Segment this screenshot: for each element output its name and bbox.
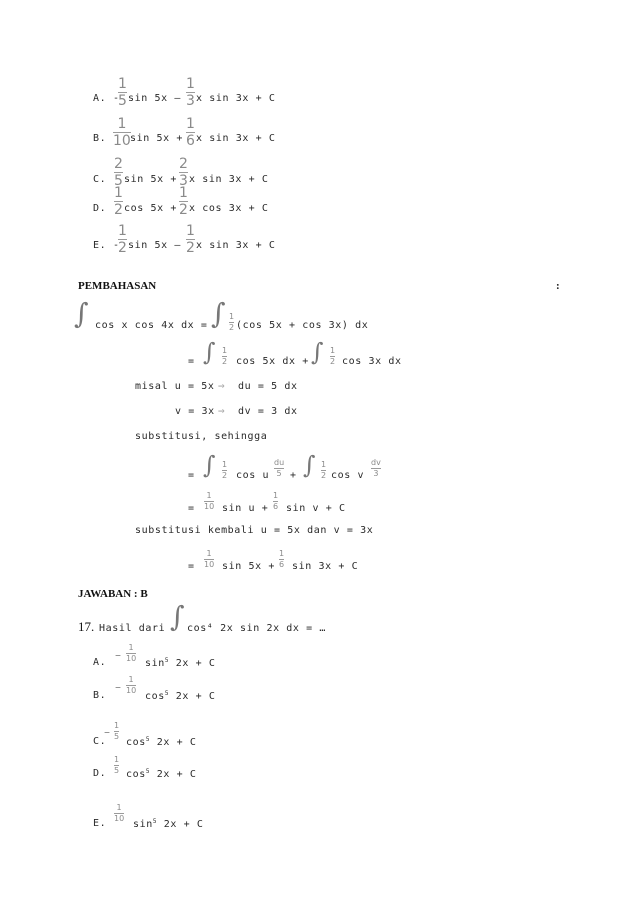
answer-label: JAWABAN : B bbox=[78, 588, 148, 600]
fraction: 1 2 bbox=[186, 223, 195, 256]
option-term: x sin 3x + C bbox=[196, 240, 276, 251]
option-term: $\cos^5 2x + C$ bbox=[145, 690, 216, 702]
option-term: $\cos^5 2x + C$ bbox=[126, 768, 197, 780]
fraction: 1 10 bbox=[114, 803, 125, 823]
fraction: 1 6 bbox=[273, 491, 279, 511]
option-letter: C. bbox=[93, 174, 107, 185]
option-term: sin 5x – bbox=[128, 240, 181, 251]
misal-u: misal u = 5x bbox=[135, 381, 215, 392]
equals-sign: = bbox=[188, 356, 195, 367]
fraction: 1 2 bbox=[179, 185, 188, 218]
question-number: 17. bbox=[78, 619, 95, 634]
fraction: du 5 bbox=[274, 458, 285, 478]
option-letter: A. bbox=[93, 657, 107, 668]
option-term: $\sin^5 2x + C$ bbox=[133, 818, 204, 830]
integral-icon: ∫ bbox=[203, 451, 216, 479]
option-prefix: - bbox=[113, 93, 120, 104]
option-term: x sin 3x + C bbox=[196, 133, 276, 144]
option-term: x sin 3x + C bbox=[189, 174, 269, 185]
option-term: x sin 3x + C bbox=[196, 93, 276, 104]
fraction: 1 2 bbox=[222, 460, 228, 480]
option-prefix: - bbox=[113, 240, 120, 251]
option-letter: A. bbox=[93, 93, 107, 104]
equals-sign: = bbox=[188, 561, 195, 572]
fraction: 1 2 bbox=[118, 223, 127, 256]
integral-icon: ∫ bbox=[311, 338, 324, 366]
option-letter: B. bbox=[93, 690, 107, 701]
substitusi-kembali-text: substitusi kembali u = 5x dan v = 3x bbox=[135, 525, 374, 536]
substitusi-text: substitusi, sehingga bbox=[135, 431, 268, 442]
solution-line1-left: cos x cos 4x dx = bbox=[95, 320, 208, 331]
question-text-a: Hasil dari bbox=[99, 623, 166, 634]
option-term: $\cos^5 2x + C$ bbox=[126, 736, 197, 748]
solution-line5-b: sin 3x + C bbox=[292, 561, 359, 572]
option-term: sin 5x – bbox=[128, 93, 181, 104]
option-letter: E. bbox=[93, 240, 107, 251]
fraction: 1 2 bbox=[114, 185, 123, 218]
misal-dv: dv = 3 dx bbox=[238, 406, 298, 417]
solution-line5-a: sin 5x + bbox=[222, 561, 275, 572]
fraction: 2 3 bbox=[179, 156, 188, 189]
solution-line1-right: (cos 5x + cos 3x) dx bbox=[236, 320, 369, 331]
minus-sign: – bbox=[115, 680, 121, 694]
option-term: $\sin^5 2x + C$ bbox=[145, 657, 216, 669]
option-letter: E. bbox=[93, 818, 107, 829]
option-term: sin 5x + bbox=[124, 174, 177, 185]
fraction: 1 5 bbox=[118, 76, 127, 109]
fraction: 1 10 bbox=[113, 116, 131, 149]
minus-sign: – bbox=[115, 648, 121, 662]
fraction: 1 5 bbox=[114, 755, 120, 775]
implies-arrow-icon: ⇒ bbox=[218, 404, 225, 417]
fraction: 2 5 bbox=[114, 156, 123, 189]
fraction: 1 6 bbox=[279, 549, 285, 569]
option-term: sin 5x + bbox=[130, 133, 183, 144]
solution-line3-b: cos v bbox=[331, 470, 365, 481]
question-text-b: cos⁴ 2x sin 2x dx = … bbox=[187, 623, 327, 634]
fraction: 1 10 bbox=[204, 549, 215, 569]
fraction: 1 2 bbox=[321, 460, 327, 480]
pembahasan-heading: PEMBAHASAN bbox=[78, 280, 157, 292]
minus-sign: – bbox=[104, 725, 110, 739]
solution-line4-a: sin u + bbox=[222, 503, 269, 514]
implies-arrow-icon: ⇒ bbox=[218, 379, 225, 392]
fraction: 1 3 bbox=[186, 76, 195, 109]
integral-icon: ∫ bbox=[303, 451, 316, 479]
fraction: 1 10 bbox=[126, 675, 137, 695]
fraction: 1 10 bbox=[204, 491, 215, 511]
option-letter: C. bbox=[93, 736, 107, 747]
integral-icon: ∫ bbox=[203, 338, 216, 366]
option-term: x cos 3x + C bbox=[189, 203, 269, 214]
integral-icon: ∫ bbox=[74, 297, 89, 330]
option-term: cos 5x + bbox=[124, 203, 177, 214]
fraction: 1 2 bbox=[330, 346, 336, 366]
plus-sign: + bbox=[290, 470, 297, 481]
integral-icon: ∫ bbox=[170, 600, 185, 633]
fraction: 1 10 bbox=[126, 643, 137, 663]
fraction: 1 2 bbox=[229, 312, 235, 332]
equals-sign: = bbox=[188, 470, 195, 481]
misal-du: du = 5 dx bbox=[238, 381, 298, 392]
option-letter: D. bbox=[93, 768, 107, 779]
solution-line2-a: cos 5x dx + bbox=[236, 356, 309, 367]
option-letter: B. bbox=[93, 133, 107, 144]
option-letter: D. bbox=[93, 203, 107, 214]
fraction: dv 3 bbox=[371, 458, 381, 478]
misal-v: v = 3x bbox=[175, 406, 215, 417]
integral-icon: ∫ bbox=[211, 297, 226, 330]
equals-sign: = bbox=[188, 503, 195, 514]
fraction: 1 6 bbox=[186, 116, 195, 149]
solution-line3-a: cos u bbox=[236, 470, 270, 481]
solution-line4-b: sin v + C bbox=[286, 503, 346, 514]
fraction: 1 5 bbox=[114, 721, 120, 741]
pembahasan-colon: : bbox=[556, 280, 560, 292]
fraction: 1 2 bbox=[222, 346, 228, 366]
solution-line2-b: cos 3x dx bbox=[342, 356, 402, 367]
